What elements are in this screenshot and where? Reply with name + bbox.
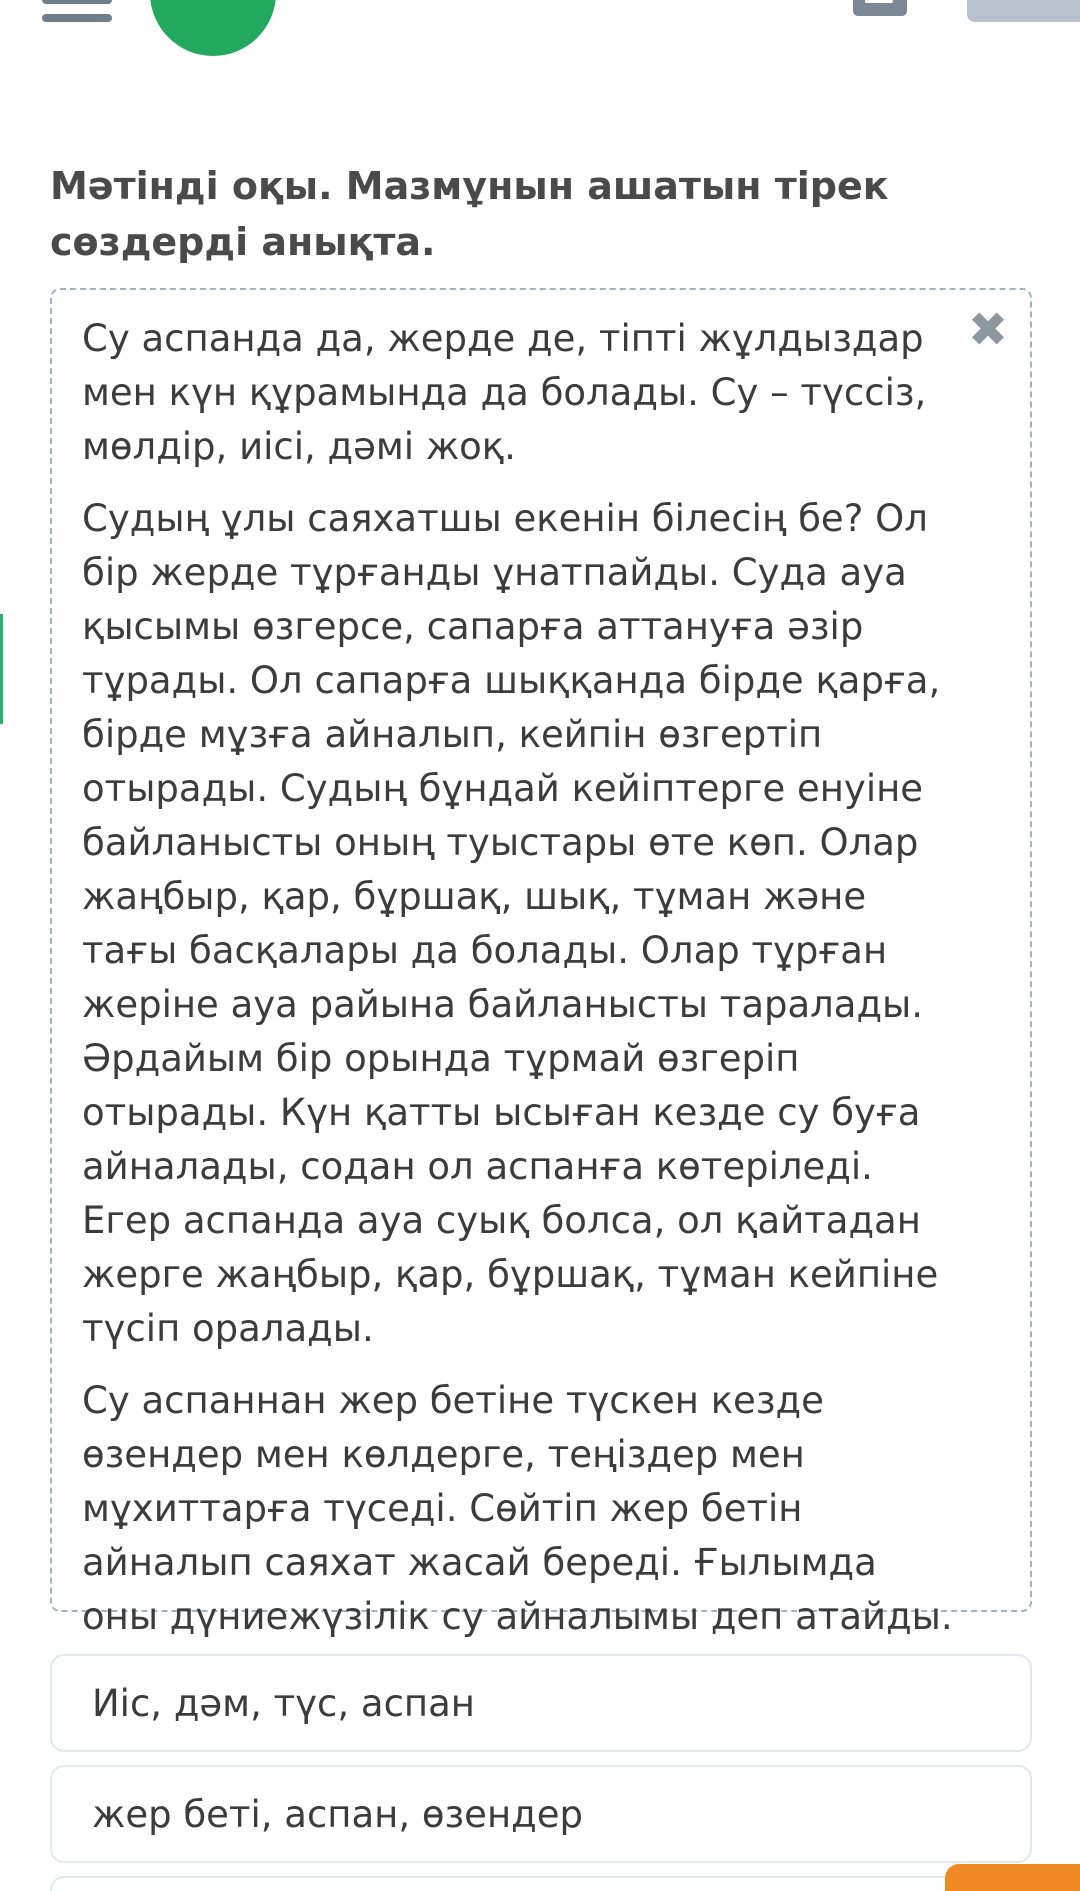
answer-option[interactable] [50, 1876, 1032, 1891]
answer-option-label: Иіс, дәм, түс, аспан [92, 1681, 475, 1725]
passage-paragraph: Су аспаннан жер бетіне түскен кезде өзендер мен көлдерге, теңіздер мен мұхиттарға түседі. Сөйтіп жер бетін айналып саяхат жасай береді. Ғылымда оны дүниежүзілік су айналымы деп атайды. [82, 1379, 953, 1638]
close-icon[interactable]: ✖ [967, 302, 1009, 358]
side-tab-indicator[interactable] [0, 614, 3, 724]
answer-option[interactable] [50, 1765, 1032, 1863]
passage-paragraph: Су аспанда да, жерде де, тіпті жұлдыздар мен күн құрамында да болады. Су – түссіз, мөлдір, иісі, дәмі жоқ. [82, 317, 927, 468]
answer-option[interactable] [50, 1654, 1032, 1752]
hamburger-menu-icon[interactable] [42, 0, 112, 28]
question-title: Мәтінді оқы. Мазмұнын ашатын тірек сөздерді анықта. [50, 164, 889, 264]
reading-passage-card [50, 288, 1032, 1638]
passage-paragraph: Судың ұлы саяхатшы екенін білесің бе? Ол бір жерде тұрғанды ұнатпайды. Суда ауа қысымы өзгерсе, сапарға аттануға әзір тұрады. Ол сапарға шыққанда бірде қарға, бірде мұзға айналып, кейпін өзгертіп отырады. Судың бұндай кейіптерге енуіне байланысты оның туыстары өте көп. Олар жаңбыр, қар, бұршақ, шық, тұман және тағы басқалары да болады. Олар тұрған жеріне ауа райына байланысты таралады. Әрдайым бір орында тұрмай өзгеріп отырады. Күн қатты ысыған кезде су буға айналады, содан ол аспанға көтеріледі. Егер аспанда ауа суық болса, ол қайтадан жерге жаңбыр, қар, бұршақ, тұман кейпіне түсіп оралады. [82, 497, 941, 1350]
list-icon[interactable] [853, 0, 907, 16]
mektep-logo [150, 0, 276, 56]
next-button[interactable] [945, 1864, 1080, 1891]
answer-option-label: жер беті, аспан, өзендер [92, 1792, 583, 1836]
top-right-button[interactable] [967, 0, 1080, 22]
